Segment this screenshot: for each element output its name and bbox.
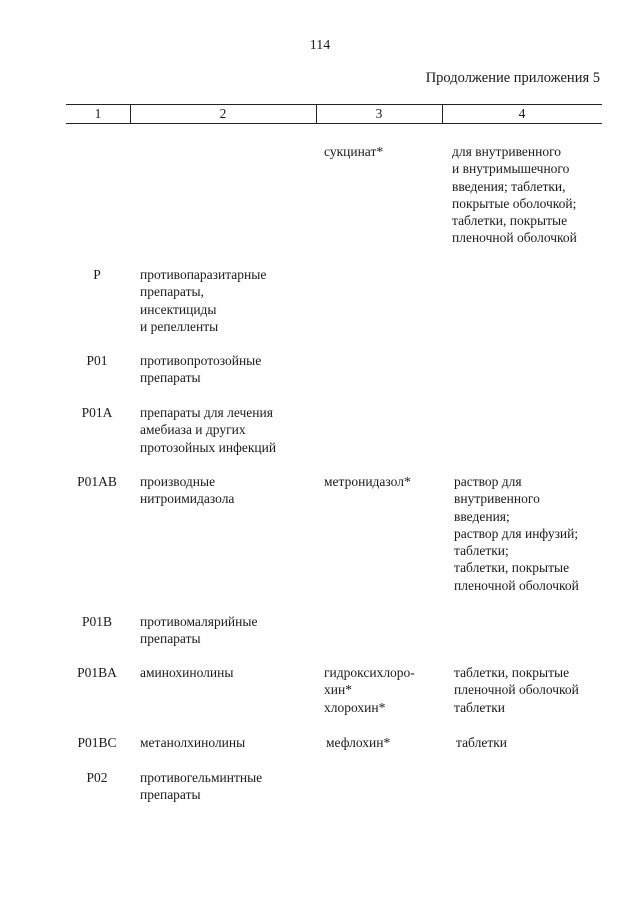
drug-name: сукцинат* <box>324 144 384 159</box>
continuation-label: Продолжение приложения 5 <box>425 70 600 86</box>
atc-group-name: метанолхинолины <box>140 735 246 750</box>
column-header-1: 1 <box>94 106 102 121</box>
atc-code: P01A <box>81 405 113 420</box>
atc-code: P01 <box>86 353 108 368</box>
drug-name: метронидазол* <box>324 474 411 489</box>
atc-group-name: аминохинолины <box>140 665 234 680</box>
drug-name: мефлохин* <box>326 735 391 750</box>
dosage-forms: таблетки <box>456 735 508 750</box>
atc-code: P01AB <box>77 474 117 489</box>
column-header-2: 2 <box>219 106 227 121</box>
drug-name: гидроксихлоро- хин* хлорохин* <box>324 665 415 715</box>
atc-group-name: противомалярийные препараты <box>140 614 258 647</box>
column-header-4: 4 <box>518 106 526 121</box>
atc-group-name: противопротозойные препараты <box>140 353 262 386</box>
atc-group-name: противопаразитарные препараты, инсектициды и репелленты <box>140 267 267 334</box>
header-top-rule <box>66 104 602 105</box>
atc-code: P01BC <box>77 735 117 750</box>
atc-code: P01B <box>81 614 112 629</box>
atc-code: P02 <box>86 770 108 785</box>
dosage-forms: раствор для внутривенного введения; раствор для инфузий; таблетки; таблетки, покрытые пленочной оболочкой <box>454 474 579 593</box>
page-number: 114 <box>309 38 331 53</box>
dosage-forms: для внутривенного и внутримышечного введения; таблетки, покрытые оболочкой; таблетки, покрытые пленочной оболочкой <box>452 144 577 246</box>
column-header-3: 3 <box>375 106 383 121</box>
atc-group-name: производные нитроимидазола <box>140 474 235 507</box>
atc-code: P <box>93 267 101 282</box>
atc-group-name: препараты для лечения амебиаза и других протозойных инфекций <box>140 405 277 455</box>
table-header <box>66 104 602 124</box>
atc-group-name: противогельминтные препараты <box>140 770 263 803</box>
atc-code: P01BA <box>77 665 117 680</box>
dosage-forms: таблетки, покрытые пленочной оболочкой таблетки <box>454 665 579 715</box>
header-bottom-rule <box>66 123 602 124</box>
